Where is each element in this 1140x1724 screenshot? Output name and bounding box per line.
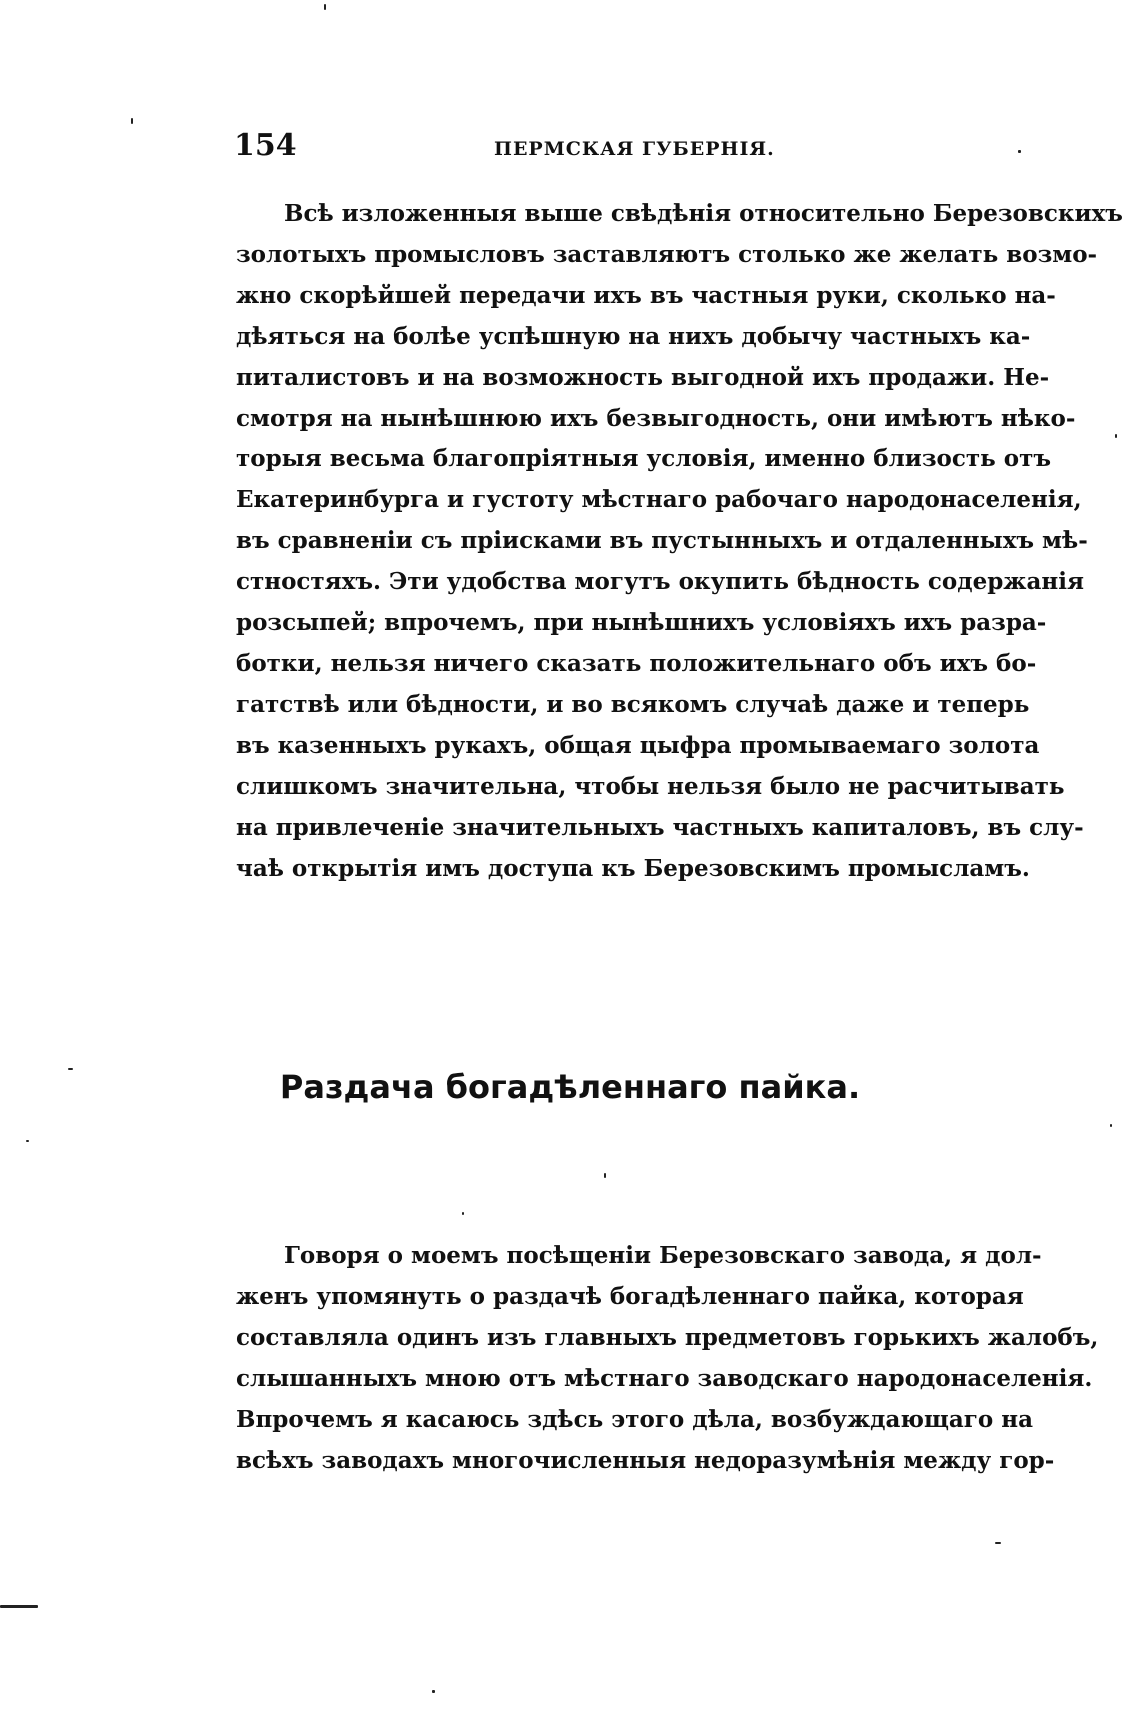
text-line: питалистовъ и на возможность выгодной ихъ продажи. Не- (236, 363, 1050, 391)
text-line: на привлеченіе значительныхъ частныхъ капиталовъ, въ слу- (236, 813, 1084, 841)
text-line: жно скорѣйшей передачи ихъ въ частныя руки, сколько на- (236, 281, 1056, 309)
paragraph-almshouse-ration (236, 1236, 1099, 1481)
scan-speck (432, 1690, 435, 1693)
text-line: Всѣ изложенныя выше свѣдѣнія относительно Березовскихъ (284, 200, 1123, 227)
text-line: Екатеринбурга и густоту мѣстнаго рабочаго народонаселенія, (236, 486, 1082, 514)
text-line: смотря на нынѣшнюю ихъ безвыгодность, они имѣютъ нѣко- (236, 404, 1076, 432)
text-line: слишкомъ значительна, чтобы нельзя было не расчитывать (236, 772, 1065, 800)
scan-speck (324, 4, 326, 10)
text-line: въ сравненіи съ пріисками въ пустынныхъ и отдаленныхъ мѣ- (236, 527, 1088, 555)
scan-speck (68, 1068, 73, 1070)
scan-speck (0, 1605, 38, 1608)
text-line: торыя весьма благопріятныя условія, именно близость отъ (236, 445, 1051, 473)
scan-speck (26, 1140, 29, 1142)
text-line: розсыпей; впрочемъ, при нынѣшнихъ условіяхъ ихъ разра- (236, 609, 1047, 637)
text-line: Впрочемъ я касаюсь здѣсь этого дѣла, возбуждающаго на (236, 1405, 1033, 1433)
text-line: гатствѣ или бѣдности, и во всякомъ случаѣ даже и теперь (236, 690, 1030, 718)
text-line: ботки, нельзя ничего сказать положительнаго объ ихъ бо- (236, 649, 1037, 677)
text-line: слышанныхъ мною отъ мѣстнаго заводскаго народонаселенія. (236, 1364, 1093, 1392)
text-line: всѣхъ заводахъ многочисленныя недоразумѣнія между гор- (236, 1446, 1055, 1474)
running-head (234, 128, 1014, 168)
scan-speck (1115, 434, 1117, 438)
text-line: женъ упомянуть о раздачѣ богадѣленнаго пайка, которая (236, 1282, 1024, 1310)
text-line: Говоря о моемъ посѣщеніи Березовскаго завода, я дол- (284, 1242, 1042, 1269)
text-line: чаѣ открытія имъ доступа къ Березовскимъ промысламъ. (236, 854, 1030, 882)
text-line: золотыхъ промысловъ заставляютъ столько же желать возмо- (236, 240, 1098, 268)
text-line: составляла одинъ изъ главныхъ предметовъ горькихъ жалобъ, (236, 1323, 1099, 1351)
page-number: 154 (234, 128, 297, 163)
scan-speck (995, 1542, 1001, 1544)
scan-speck (462, 1212, 464, 1215)
text-line: дѣяться на болѣе успѣшную на нихъ добычу частныхъ ка- (236, 322, 1031, 350)
paragraph-berezovsk-mines (236, 194, 1123, 889)
scan-speck (604, 1173, 606, 1178)
running-head-title: ПЕРМСКАЯ ГУБЕРНІЯ. (494, 138, 775, 160)
section-heading: Раздача богадѣленнаго пайка. (279, 1068, 861, 1106)
scan-speck (1018, 150, 1021, 153)
text-line: стностяхъ. Эти удобства могутъ окупить бѣдность содержанія (236, 568, 1084, 596)
text-line: въ казенныхъ рукахъ, общая цыфра промываемаго золота (236, 731, 1040, 759)
scan-speck (131, 118, 133, 124)
scan-speck (1110, 1124, 1112, 1127)
